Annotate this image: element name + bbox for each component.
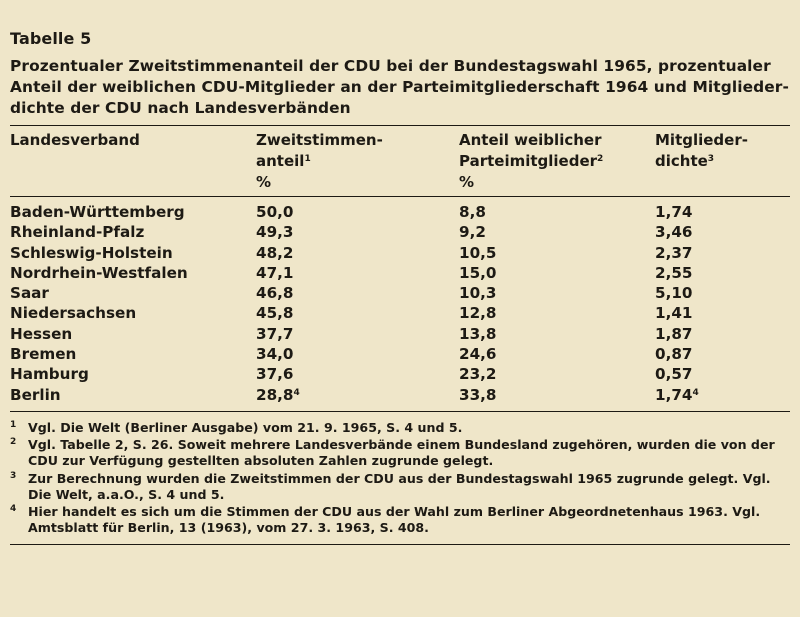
table-header: [10, 126, 790, 196]
footnote-number: 4: [10, 503, 17, 514]
footnote-text: Zur Berechnung wurden die Zweitstimmen der CDU aus der Bundestagswahl 1965 zugrunde gelegt. Vgl. Die Welt, a.a.O., S. 4 und 5.: [28, 470, 771, 502]
cell-landesverband: Niedersachsen: [10, 304, 137, 323]
cell-landesverband: Rheinland-Pfalz: [10, 223, 145, 242]
cell-landesverband: Hessen: [10, 324, 73, 343]
table-caption: [10, 56, 790, 119]
footnotes: [10, 412, 790, 536]
footnote: [10, 420, 790, 436]
cell-mitgliederdichte: 0,57: [655, 365, 693, 384]
footnote-number: 3: [10, 470, 17, 481]
cell-anteil-weiblicher: 10,5: [459, 243, 497, 262]
unit-label: %: [459, 173, 475, 191]
table-row: [10, 303, 790, 323]
cell-mitgliederdichte: 3,46: [655, 223, 693, 242]
caption-line: Anteil der weiblichen CDU-Mitglieder an der Parteimitgliederschaft 1964 und Mitglieder-: [10, 78, 789, 96]
table-row: [10, 243, 790, 263]
footnote-number: 2: [10, 437, 17, 448]
cell-zweitstimmenanteil: 48,2: [256, 243, 294, 262]
cell-landesverband: Baden-Württemberg: [10, 203, 185, 221]
footnote: [10, 471, 790, 503]
cell-anteil-weiblicher: 13,8: [459, 324, 497, 343]
cell-zweitstimmenanteil: 47,1: [256, 263, 294, 282]
cell-anteil-weiblicher: 33,8: [459, 385, 497, 404]
cell-mitgliederdichte: 1,74: [655, 203, 693, 221]
cell-mitgliederdichte: 1,41: [655, 304, 693, 323]
table-row: [10, 385, 790, 405]
table-row: [10, 364, 790, 384]
footnote-text: Vgl. Die Welt (Berliner Ausgabe) vom 21. 9. 1965, S. 4 und 5.: [28, 419, 463, 435]
table-row: [10, 263, 790, 283]
footnote-ref: 3: [707, 154, 715, 164]
cell-zweitstimmenanteil: 46,8: [256, 284, 294, 303]
cell-landesverband: Saar: [10, 284, 49, 303]
footnote-ref: 1: [304, 154, 311, 164]
cell-anteil-weiblicher: 9,2: [459, 223, 486, 242]
table-label: Tabelle 5: [10, 29, 92, 48]
cell-anteil-weiblicher: 23,2: [459, 365, 497, 384]
cell-mitgliederdichte: 5,10: [655, 284, 693, 303]
header-anteil-weiblicher: Anteil weiblicher Parteimitglieder$^2$ %: [459, 131, 604, 191]
cell-zweitstimmenanteil: 37,6: [256, 365, 294, 384]
footnote-number: 1: [10, 419, 17, 430]
table-row: [10, 283, 790, 303]
table-row: [10, 222, 790, 242]
cell-anteil-weiblicher: 10,3: [459, 284, 497, 303]
header-mitgliederdichte: Mitglieder- dichte$^3$: [655, 131, 748, 170]
caption-line: dichte der CDU nach Landesverbänden: [10, 99, 351, 117]
bottom-rule: [10, 544, 790, 545]
cell-landesverband: Bremen: [10, 345, 77, 364]
document-page: [10, 6, 790, 545]
cell-zweitstimmenanteil: 45,8: [256, 304, 294, 323]
cell-zweitstimmenanteil: 50,0: [256, 203, 294, 221]
cell-landesverband: Nordrhein-Westfalen: [10, 263, 188, 282]
cell-mitgliederdichte: 2,55: [655, 263, 693, 282]
cell-zweitstimmenanteil: 28,8$^4$: [256, 385, 300, 404]
footnote-ref: 2: [597, 154, 604, 164]
cell-landesverband: Hamburg: [10, 365, 89, 384]
footnote: [10, 437, 790, 469]
caption-line: Prozentualer Zweitstimmenanteil der CDU bei der Bundestagswahl 1965, prozentualer: [10, 57, 771, 75]
cell-landesverband: Schleswig-Holstein: [10, 243, 173, 262]
table-row: [10, 324, 790, 344]
table-row: [10, 202, 790, 222]
cell-anteil-weiblicher: 8,8: [459, 203, 486, 221]
header-landesverband: Landesverband: [10, 131, 140, 149]
unit-label: %: [256, 173, 272, 191]
table-row: [10, 344, 790, 364]
cell-landesverband: Berlin: [10, 385, 61, 404]
cell-zweitstimmenanteil: 49,3: [256, 223, 294, 242]
cell-anteil-weiblicher: 24,6: [459, 345, 497, 364]
cell-anteil-weiblicher: 15,0: [459, 263, 497, 282]
cell-mitgliederdichte: 0,87: [655, 345, 693, 364]
cell-zweitstimmenanteil: 37,7: [256, 324, 294, 343]
cell-zweitstimmenanteil: 34,0: [256, 345, 294, 364]
cell-mitgliederdichte: 1,74$^4$: [655, 385, 699, 404]
cell-anteil-weiblicher: 12,8: [459, 304, 497, 323]
footnote: [10, 504, 790, 536]
cell-mitgliederdichte: 1,87: [655, 324, 693, 343]
header-zweitstimmenanteil: Zweitstimmen- anteil$^1$ %: [256, 131, 383, 191]
cell-mitgliederdichte: 2,37: [655, 243, 693, 262]
footnote-text: Hier handelt es sich um die Stimmen der CDU aus der Wahl zum Berliner Abgeordnetenhaus 1963. Vgl. Amtsblatt für Berlin, 13 (1963), vom 27. 3. 1963, S. 408.: [28, 503, 761, 536]
table-body: [10, 197, 790, 411]
footnote-text: Vgl. Tabelle 2, S. 26. Soweit mehrere Landesverbände einem Bundesland zugehören, wurden die von der CDU zur Verfügung gestellten absoluten Zahlen zugrunde gelegt.: [28, 437, 775, 469]
